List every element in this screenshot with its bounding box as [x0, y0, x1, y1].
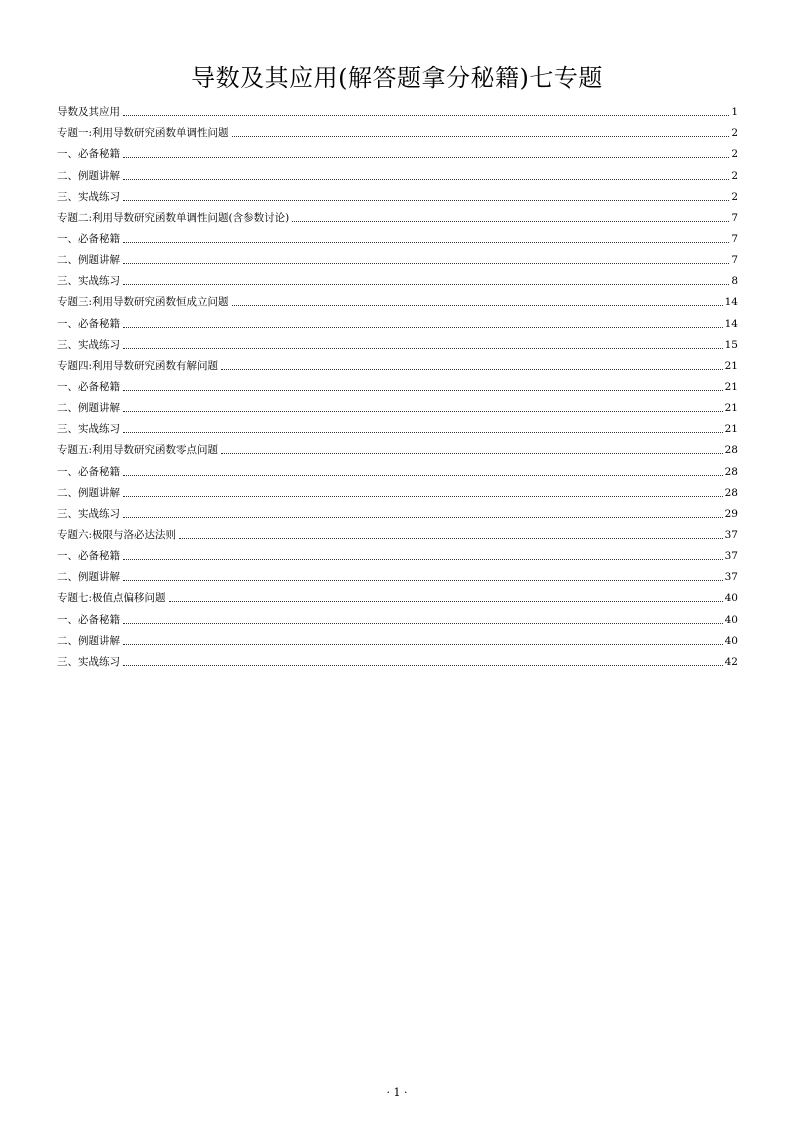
toc-entry-label: 导数及其应用	[57, 106, 120, 119]
toc-entry-page: 2	[731, 169, 738, 182]
toc-entry-label: 三、实战练习	[57, 655, 120, 668]
toc-entry-page: 21	[724, 423, 738, 436]
toc-entry[interactable]	[57, 521, 738, 542]
toc-leader-dots	[221, 368, 723, 370]
toc-entry[interactable]	[57, 605, 738, 626]
toc-leader-dots	[232, 304, 723, 306]
toc-entry-page: 21	[724, 380, 738, 393]
toc-entry-label: 一、必备秘籍	[57, 380, 120, 393]
toc-entry-page: 7	[731, 254, 738, 267]
toc-entry-label: 三、实战练习	[57, 338, 120, 351]
toc-leader-dots	[123, 664, 723, 666]
toc-leader-dots	[123, 579, 723, 581]
toc-entry-page: 1	[731, 106, 738, 119]
toc-leader-dots	[123, 495, 723, 497]
toc-entry-page: 2	[731, 148, 738, 161]
toc-entry[interactable]	[57, 204, 738, 225]
toc-leader-dots	[292, 220, 729, 222]
toc-leader-dots	[123, 643, 723, 645]
toc-leader-dots	[221, 452, 723, 454]
toc-leader-dots	[123, 389, 723, 391]
toc-entry-label: 专题二:利用导数研究函数单调性问题(含参数讨论)	[57, 211, 290, 224]
toc-entry-label: 一、必备秘籍	[57, 317, 120, 330]
toc-leader-dots	[123, 283, 729, 285]
toc-entry-page: 29	[724, 507, 738, 520]
toc-entry-page: 37	[724, 550, 738, 563]
toc-entry-page: 7	[731, 232, 738, 245]
toc-entry-page: 21	[724, 402, 738, 415]
toc-entry-label: 一、必备秘籍	[57, 550, 120, 563]
toc-entry[interactable]	[57, 542, 738, 563]
toc-leader-dots	[123, 516, 723, 518]
toc-entry[interactable]	[57, 457, 738, 478]
toc-leader-dots	[123, 114, 729, 116]
toc-entry-label: 专题三:利用导数研究函数恒成立问题	[57, 296, 229, 309]
toc-leader-dots	[169, 600, 723, 602]
toc-entry[interactable]	[57, 627, 738, 648]
toc-entry-page: 2	[731, 127, 738, 140]
toc-entry[interactable]	[57, 500, 738, 521]
toc-leader-dots	[123, 262, 729, 264]
toc-entry-page: 40	[724, 634, 738, 647]
toc-entry[interactable]	[57, 267, 738, 288]
toc-entry-page: 40	[724, 613, 738, 626]
toc-entry-page: 40	[724, 592, 738, 605]
toc-entry[interactable]	[57, 119, 738, 140]
toc-entry-label: 三、实战练习	[57, 190, 120, 203]
toc-entry-page: 42	[724, 655, 738, 668]
toc-entry-page: 8	[731, 275, 738, 288]
toc-entry-label: 二、例题讲解	[57, 634, 120, 647]
toc-entry-label: 专题五:利用导数研究函数零点问题	[57, 444, 219, 457]
toc-entry-label: 三、实战练习	[57, 275, 120, 288]
toc-entry-page: 14	[724, 296, 738, 309]
toc-entry[interactable]	[57, 246, 738, 267]
toc-entry-label: 三、实战练习	[57, 507, 120, 520]
toc-entry-page: 37	[724, 571, 738, 584]
toc-entry-label: 一、必备秘籍	[57, 613, 120, 626]
toc-entry-label: 一、必备秘籍	[57, 148, 120, 161]
toc-entry-label: 一、必备秘籍	[57, 232, 120, 245]
toc-entry[interactable]	[57, 331, 738, 352]
toc-entry-label: 一、必备秘籍	[57, 465, 120, 478]
toc-leader-dots	[123, 241, 729, 243]
toc-entry-label: 三、实战练习	[57, 423, 120, 436]
toc-entry-page: 28	[724, 444, 738, 457]
toc-entry-label: 专题四:利用导数研究函数有解问题	[57, 359, 219, 372]
toc-entry[interactable]	[57, 352, 738, 373]
toc-leader-dots	[123, 156, 729, 158]
toc-leader-dots	[232, 135, 730, 137]
toc-leader-dots	[123, 326, 723, 328]
table-of-contents	[57, 98, 738, 669]
toc-entry-label: 专题一:利用导数研究函数单调性问题	[57, 127, 229, 140]
toc-entry-page: 14	[724, 317, 738, 330]
toc-entry[interactable]	[57, 415, 738, 436]
toc-leader-dots	[123, 622, 723, 624]
toc-entry[interactable]	[57, 648, 738, 669]
toc-entry[interactable]	[57, 479, 738, 500]
toc-leader-dots	[179, 537, 723, 539]
toc-entry-label: 二、例题讲解	[57, 169, 120, 182]
toc-entry-label: 二、例题讲解	[57, 571, 120, 584]
toc-entry-page: 28	[724, 486, 738, 499]
toc-entry[interactable]	[57, 394, 738, 415]
toc-entry-page: 15	[724, 338, 738, 351]
toc-entry-page: 37	[724, 528, 738, 541]
toc-entry-page: 2	[731, 190, 738, 203]
toc-leader-dots	[123, 199, 729, 201]
toc-entry-label: 专题七:极值点偏移问题	[57, 592, 166, 605]
toc-entry[interactable]	[57, 140, 738, 161]
toc-entry[interactable]	[57, 225, 738, 246]
toc-entry-label: 二、例题讲解	[57, 254, 120, 267]
toc-entry[interactable]	[57, 373, 738, 394]
toc-leader-dots	[123, 474, 723, 476]
toc-entry-label: 二、例题讲解	[57, 486, 120, 499]
toc-entry-page: 7	[731, 211, 738, 224]
toc-entry[interactable]	[57, 98, 738, 119]
toc-leader-dots	[123, 431, 723, 433]
toc-entry-label: 二、例题讲解	[57, 402, 120, 415]
toc-entry-page: 21	[724, 359, 738, 372]
toc-entry[interactable]	[57, 161, 738, 182]
toc-entry[interactable]	[57, 563, 738, 584]
toc-entry[interactable]	[57, 288, 738, 309]
toc-entry[interactable]	[57, 436, 738, 457]
page-number-footer: · 1 ·	[386, 1086, 408, 1099]
toc-leader-dots	[123, 558, 723, 560]
toc-entry[interactable]	[57, 183, 738, 204]
toc-entry[interactable]	[57, 584, 738, 605]
toc-entry-label: 专题六:极限与洛必达法则	[57, 528, 177, 541]
toc-leader-dots	[123, 178, 729, 180]
toc-entry[interactable]	[57, 309, 738, 330]
toc-leader-dots	[123, 347, 723, 349]
toc-entry-page: 28	[724, 465, 738, 478]
toc-leader-dots	[123, 410, 723, 412]
page-title: 导数及其应用(解答题拿分秘籍)七专题	[191, 64, 603, 92]
